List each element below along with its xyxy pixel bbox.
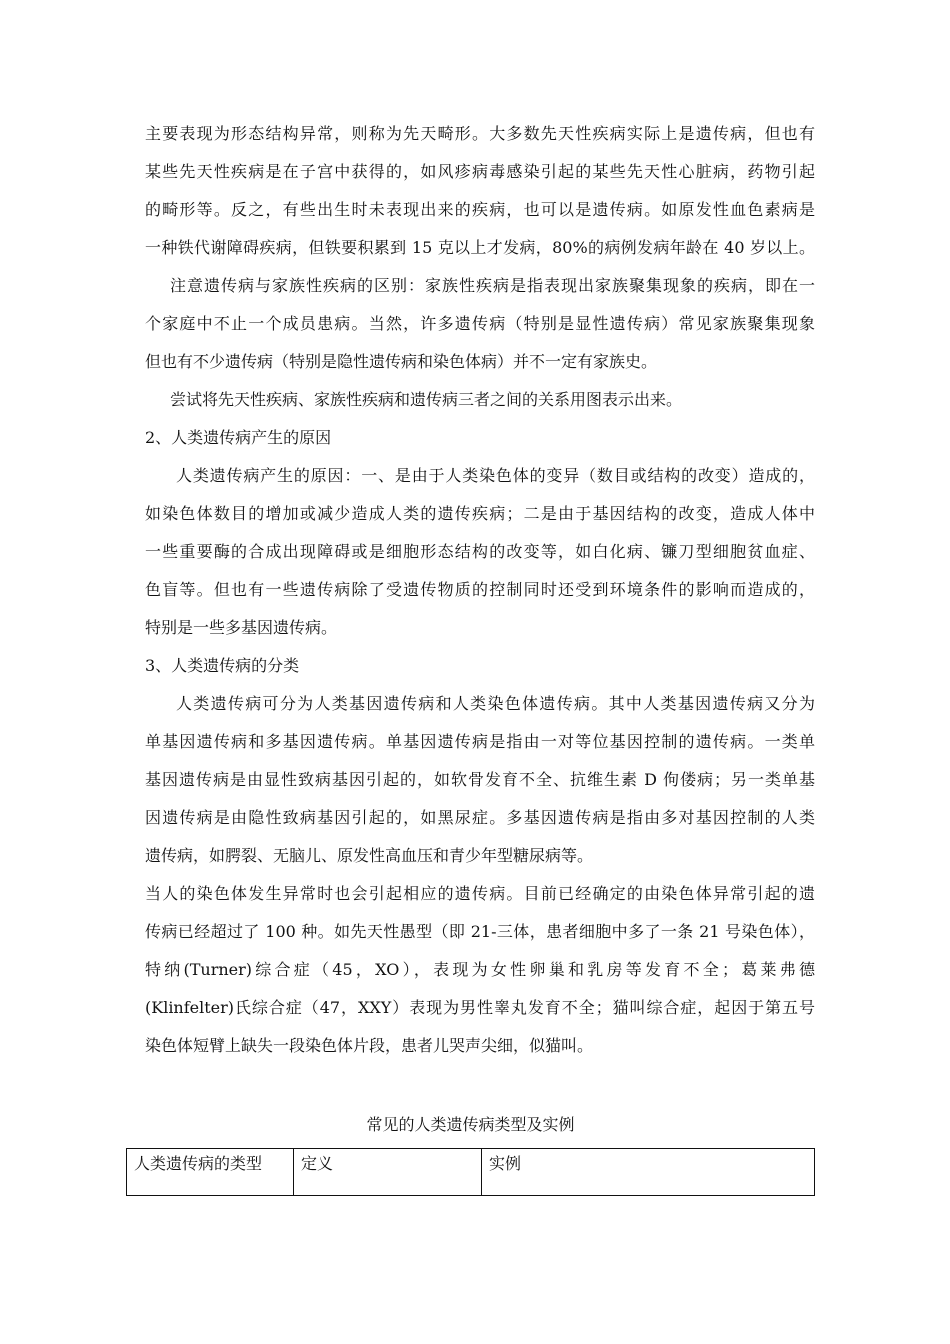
paragraph-line: 但也有不少遗传病（特别是隐性遗传病和染色体病）并不一定有家族史。 [145, 352, 658, 371]
paragraph-line: 单基因遗传病和多基因遗传病。单基因遗传病是指由一对等位基因控制的遗传病。一类单 [145, 732, 815, 751]
section-heading: 3、人类遗传病的分类 [145, 656, 300, 675]
paragraph-line: 个家庭中不止一个成员患病。当然，许多遗传病（特别是显性遗传病）常见家族聚集现象 [145, 314, 815, 333]
paragraph-line: 当人的染色体发生异常时也会引起相应的遗传病。目前已经确定的由染色体异常引起的遗 [145, 884, 815, 903]
paragraph-line: 色盲等。但也有一些遗传病除了受遗传物质的控制同时还受到环境条件的影响而造成的， [145, 580, 815, 599]
paragraph-line: 的畸形等。反之，有些出生时未表现出来的疾病，也可以是遗传病。如原发性血色素病是 [145, 200, 815, 219]
paragraph-line: 因遗传病是由隐性致病基因引起的，如黑尿症。多基因遗传病是指由多对基因控制的人类 [145, 808, 815, 827]
paragraph-line: 人类遗传病产生的原因：一、是由于人类染色体的变异（数目或结构的改变）造成的， [176, 466, 815, 485]
table-header-cell: 人类遗传病的类型 [127, 1149, 294, 1196]
table-title: 常见的人类遗传病类型及实例 [366, 1115, 575, 1134]
paragraph-line: 特别是一些多基因遗传病。 [145, 618, 338, 637]
paragraph-line: 一些重要酶的合成出现障碍或是细胞形态结构的改变等，如白化病、镰刀型细胞贫血症、 [145, 542, 815, 561]
paragraph-line: 遗传病，如腭裂、无脑儿、原发性高血压和青少年型糖尿病等。 [145, 846, 594, 865]
paragraph-line: 如染色体数目的增加或减少造成人类的遗传疾病；二是由于基因结构的改变，造成人体中 [145, 504, 815, 523]
paragraph-line: 染色体短臂上缺失一段染色体片段，患者儿哭声尖细，似猫叫。 [145, 1036, 594, 1055]
paragraph-line: 注意遗传病与家族性疾病的区别：家族性疾病是指表现出家族聚集现象的疾病，即在一 [170, 276, 815, 295]
paragraph-line: 某些先天性疾病是在子宫中获得的，如风疹病毒感染引起的某些先天性心脏病，药物引起 [145, 162, 815, 181]
paragraph-line: 尝试将先天性疾病、家族性疾病和遗传病三者之间的关系用图表示出来。 [170, 390, 683, 409]
paragraph-line: 主要表现为形态结构异常，则称为先天畸形。大多数先天性疾病实际上是遗传病，但也有 [145, 124, 815, 143]
table-header-cell: 定义 [294, 1149, 482, 1196]
table-header-row [127, 1149, 815, 1196]
paragraph-line: 特纳(Turner)综合症（45，XO），表现为女性卵巢和乳房等发育不全；葛莱弗德 [145, 960, 815, 979]
paragraph-line: 一种铁代谢障碍疾病，但铁要积累到 15 克以上才发病，80%的病例发病年龄在 40 岁以上。 [145, 238, 815, 257]
paragraph-line: (Klinfelter)氏综合症（47，XXY）表现为男性睾丸发育不全；猫叫综合症，起因于第五号 [145, 998, 815, 1017]
table-header-cell: 实例 [482, 1149, 815, 1196]
section-heading: 2、人类遗传病产生的原因 [145, 428, 332, 447]
paragraph-line: 基因遗传病是由显性致病基因引起的，如软骨发育不全、抗维生素 D 佝偻病；另一类单基 [145, 770, 815, 789]
disease-types-table [126, 1148, 815, 1196]
paragraph-line: 人类遗传病可分为人类基因遗传病和人类染色体遗传病。其中人类基因遗传病又分为 [176, 694, 815, 713]
paragraph-line: 传病已经超过了 100 种。如先天性愚型（即 21-三体，患者细胞中多了一条 21 号染色体）， [145, 922, 815, 941]
